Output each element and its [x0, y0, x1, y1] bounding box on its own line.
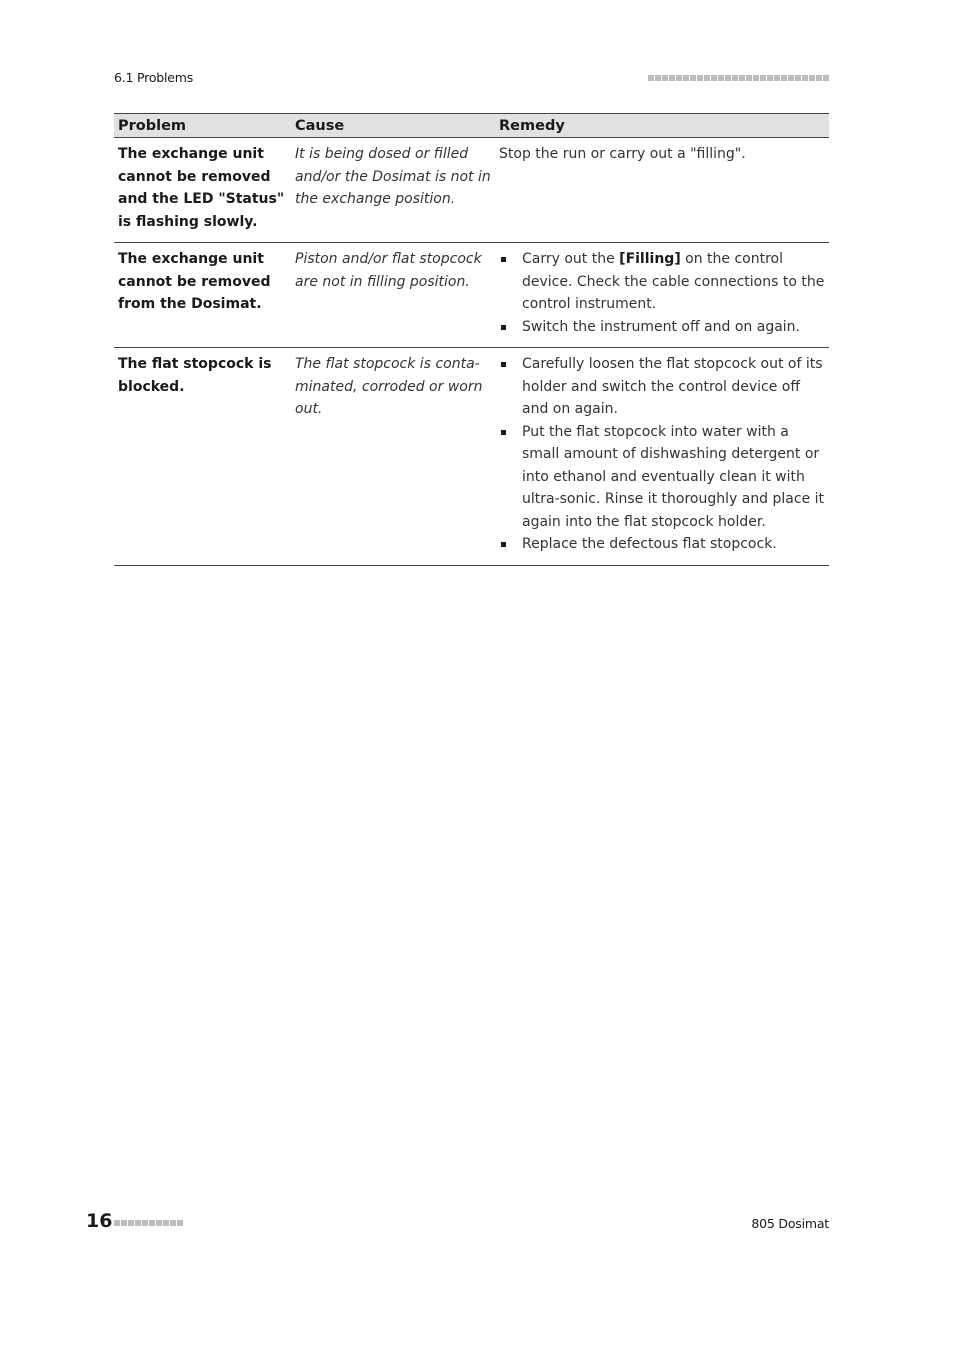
decor-square	[788, 75, 794, 81]
table-row	[114, 138, 829, 243]
cause-cell: The flat stopcock is conta-minated, corroded or worn out.	[291, 348, 495, 566]
decor-square	[809, 75, 815, 81]
decor-square	[697, 75, 703, 81]
table-row	[114, 243, 829, 348]
decor-square	[774, 75, 780, 81]
decor-square	[135, 1220, 141, 1226]
remedy-text: Carry out the	[522, 251, 620, 267]
decor-square	[683, 75, 689, 81]
footer-decoration-squares	[114, 1220, 183, 1226]
filling-key-label: [Filling]	[619, 251, 681, 267]
decor-square	[662, 75, 668, 81]
remedy-list-item: Replace the defectous flat stopcock.	[499, 533, 825, 556]
remedy-cell: Stop the run or carry out a "filling".	[495, 138, 829, 243]
decor-square	[170, 1220, 176, 1226]
decor-square	[795, 75, 801, 81]
decor-square	[676, 75, 682, 81]
remedy-list	[499, 248, 825, 338]
cause-cell: It is being dosed or filled and/or the Dosimat is not in the exchange position.	[291, 138, 495, 243]
decor-square	[669, 75, 675, 81]
decor-square	[156, 1220, 162, 1226]
table-row	[114, 348, 829, 566]
problem-cell: The flat stopcock is blocked.	[114, 348, 291, 566]
decor-square	[781, 75, 787, 81]
table-header-row	[114, 114, 829, 138]
cause-cell: Piston and/or flat stopcock are not in filling position.	[291, 243, 495, 348]
footer-product-name: 805 Dosimat	[751, 1216, 829, 1231]
decor-square	[802, 75, 808, 81]
decor-square	[114, 1220, 120, 1226]
remedy-list-item: Put the flat stopcock into water with a small amount of dishwashing detergent or into ethanol and eventually clean it with ultra-sonic. Rinse it thoroughly and place it again into the flat stopcock holder.	[499, 421, 825, 534]
column-header-cause: Cause	[291, 114, 495, 138]
decor-square	[739, 75, 745, 81]
page-number: 16	[86, 1210, 113, 1232]
troubleshooting-table	[114, 113, 829, 566]
decor-square	[725, 75, 731, 81]
decor-square	[128, 1220, 134, 1226]
problem-cell: The exchange unit cannot be removed from the Dosimat.	[114, 243, 291, 348]
remedy-list-item	[499, 248, 825, 316]
decor-square	[704, 75, 710, 81]
decor-square	[655, 75, 661, 81]
column-header-problem: Problem	[114, 114, 291, 138]
decor-square	[149, 1220, 155, 1226]
decor-square	[732, 75, 738, 81]
header-decoration-squares	[648, 75, 829, 81]
remedy-list	[499, 353, 825, 556]
remedy-cell	[495, 348, 829, 566]
decor-square	[177, 1220, 183, 1226]
decor-square	[718, 75, 724, 81]
decor-square	[711, 75, 717, 81]
remedy-cell	[495, 243, 829, 348]
problem-cell: The exchange unit cannot be removed and the LED "Status" is flashing slowly.	[114, 138, 291, 243]
decor-square	[163, 1220, 169, 1226]
decor-square	[767, 75, 773, 81]
decor-square	[142, 1220, 148, 1226]
remedy-text: on the control device. Check the cable connections to the control instrument.	[522, 251, 825, 312]
decor-square	[816, 75, 822, 81]
decor-square	[823, 75, 829, 81]
running-header-section: 6.1 Problems	[114, 70, 194, 85]
remedy-list-item: Switch the instrument off and on again.	[499, 316, 825, 339]
decor-square	[753, 75, 759, 81]
decor-square	[121, 1220, 127, 1226]
decor-square	[648, 75, 654, 81]
decor-square	[690, 75, 696, 81]
column-header-remedy: Remedy	[495, 114, 829, 138]
decor-square	[746, 75, 752, 81]
remedy-list-item: Carefully loosen the flat stopcock out of its holder and switch the control device off and on again.	[499, 353, 825, 421]
decor-square	[760, 75, 766, 81]
